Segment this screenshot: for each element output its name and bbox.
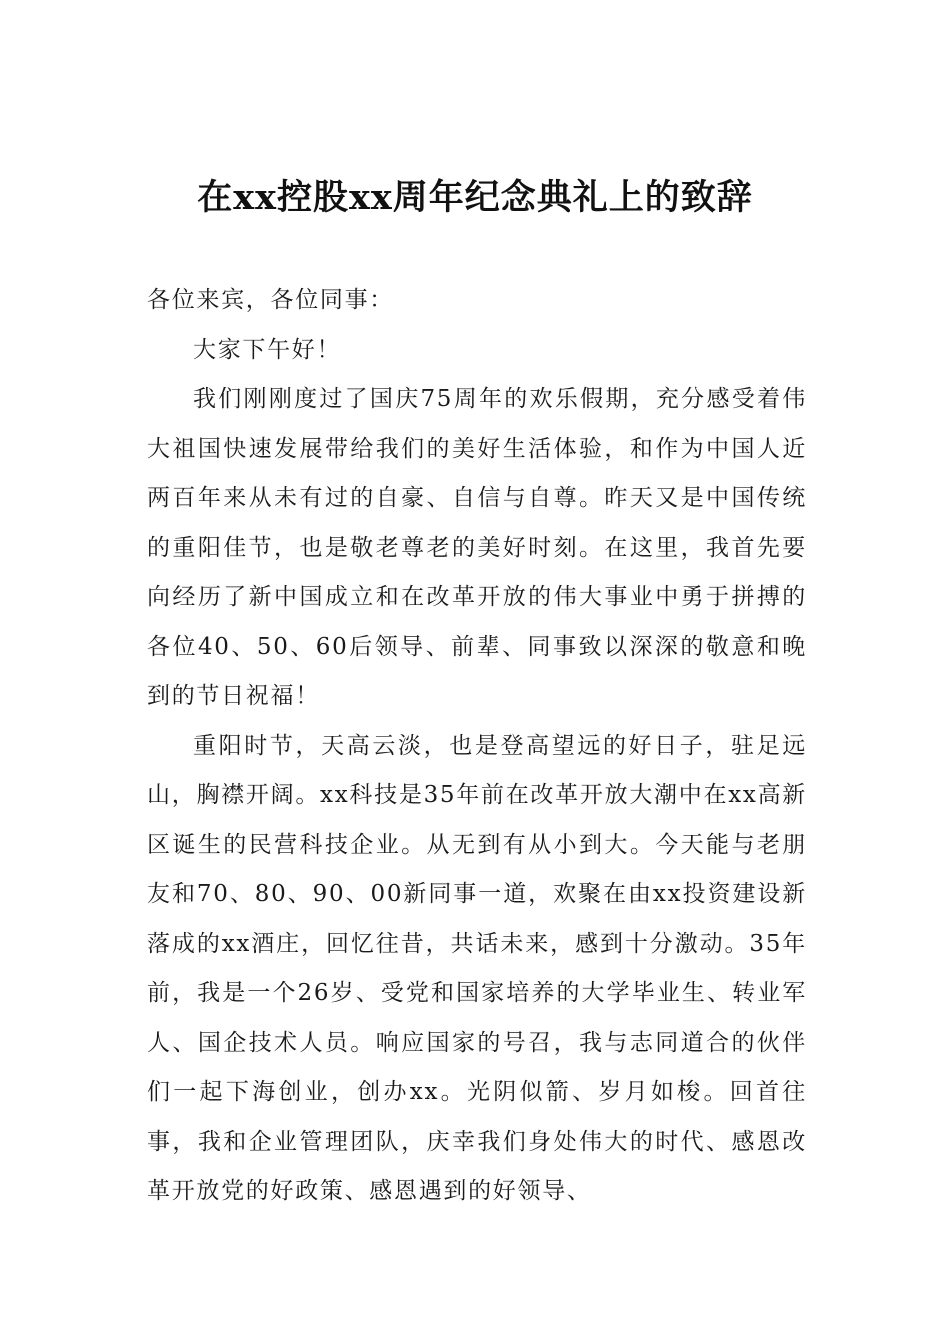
salutation: 各位来宾，各位同事：: [147, 287, 394, 313]
paragraph-national-day: 我们刚刚度过了国庆75周年的欢乐假期，充分感受着伟大祖国快速发展带给我们的美好生活体验，和作为中国人近两百年来从未有过的自豪、自信与自尊。昨天又是中国传统的重阳佳节，也是敬老尊老的美好时刻。在这里，我首先要向经历了新中国成立和在改革开放的伟大事业中勇于拼搏的各位40、50、60后领导、前辈、同事致以深深的敬意和晚到的节日祝福！: [147, 386, 807, 709]
paragraph-double-ninth: 重阳时节，天高云淡，也是登高望远的好日子，驻足远山，胸襟开阔。xx科技是35年前在改革开放大潮中在xx高新区诞生的民营科技企业。从无到有从小到大。今天能与老朋友和70、80、90、00新同事一道，欢聚在由xx投资建设新落成的xx酒庄，回忆往昔，共话未来，感到十分激动。35年前，我是一个26岁、受党和国家培养的大学毕业生、转业军人、国企技术人员。响应国家的号召，我与志同道合的伙伴们一起下海创业，创办xx。光阴似箭、岁月如梭。回首往事，我和企业管理团队，庆幸我们身处伟大的时代、感恩改革开放党的好政策、感恩遇到的好领导、: [147, 732, 807, 1204]
document-title: 在xx控股xx周年纪念典礼上的致辞: [197, 177, 753, 218]
paragraph-greeting: 大家下午好！: [193, 336, 342, 363]
document-body: [147, 276, 807, 1217]
